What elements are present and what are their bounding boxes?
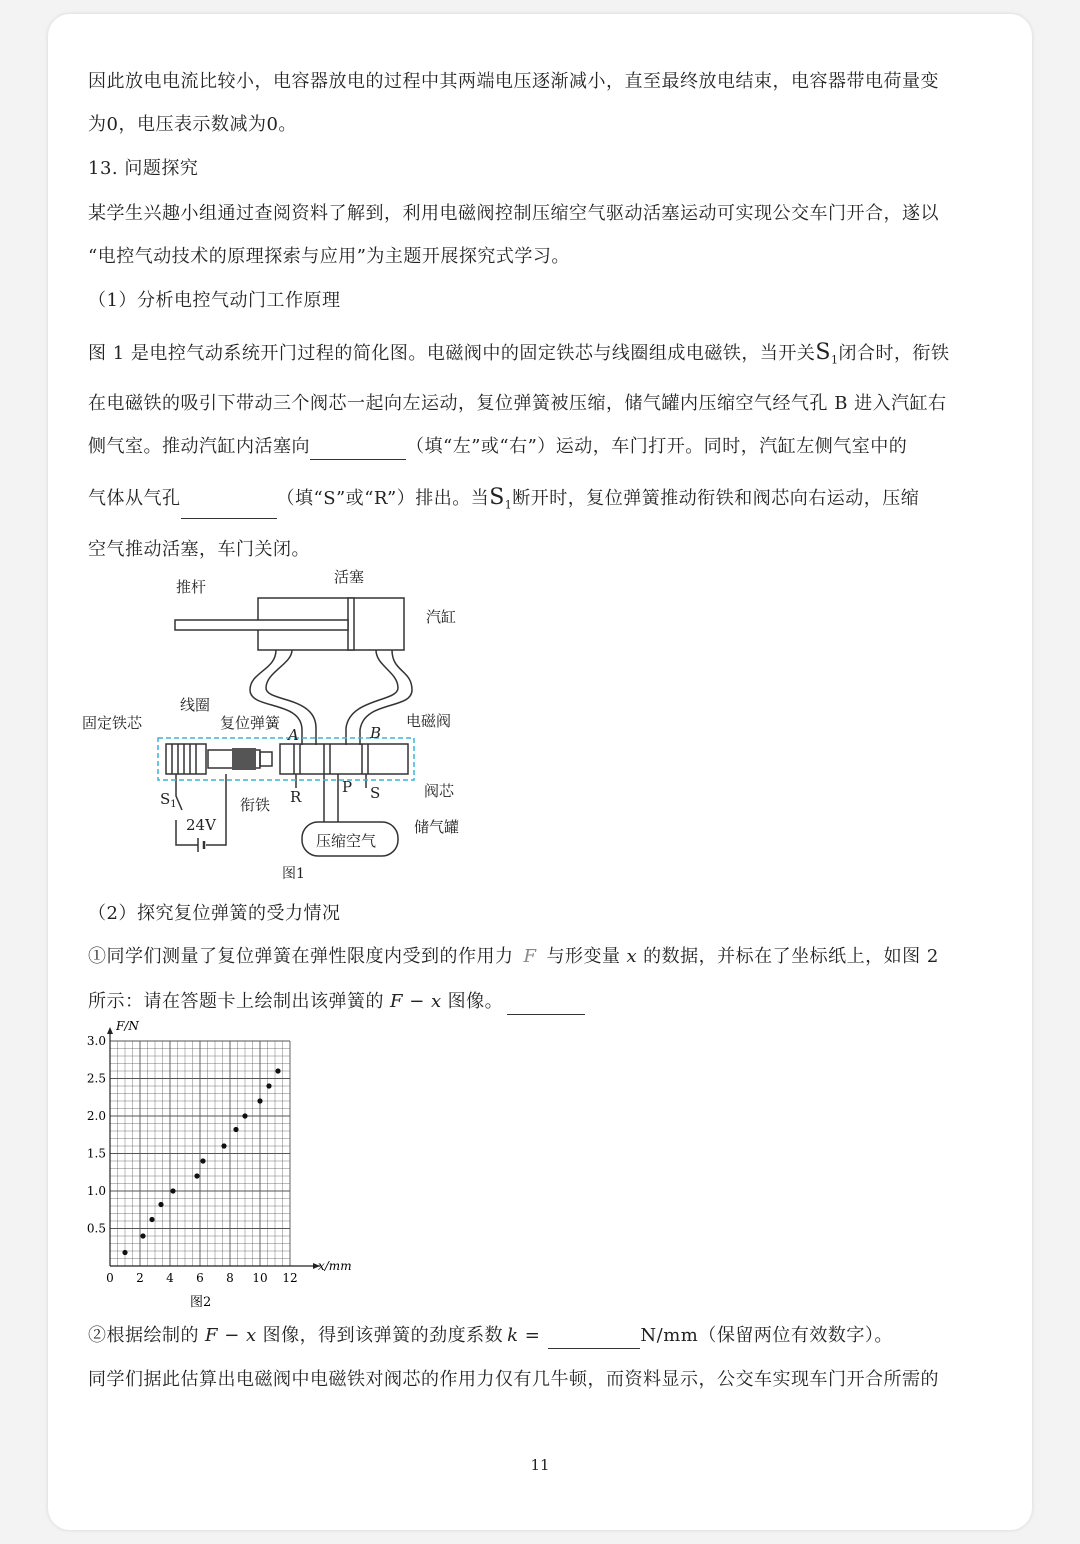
subsection-1-title: （1）分析电控气动门工作原理 — [88, 290, 341, 311]
answer-blank-direction[interactable] — [310, 439, 406, 460]
q2-text: N/mm（保留两位有效数字）。 — [640, 1325, 893, 1346]
x-tick-label: 0 — [106, 1271, 114, 1285]
label-coil: 线圈 — [180, 696, 211, 714]
data-point — [266, 1083, 271, 1088]
figure-2-chart — [74, 1010, 374, 1314]
q1-line-1 — [88, 944, 939, 970]
label-port-b: B — [370, 724, 382, 742]
figure-1-caption: 图1 — [282, 866, 305, 882]
symbol-k: k = — [507, 1325, 541, 1346]
data-point — [275, 1068, 280, 1073]
label-return-spring: 复位弹簧 — [220, 714, 281, 732]
label-spool: 阀芯 — [424, 782, 455, 800]
chart-y-label: F/N — [116, 1019, 139, 1033]
label-cylinder: 汽缸 — [426, 608, 457, 626]
para-line-3 — [88, 434, 907, 460]
y-tick-label: 0.5 — [86, 1221, 106, 1236]
para-line-2: 在电磁铁的吸引下带动三个阀芯一起向左运动，复位弹簧被压缩，储气罐内压缩空气经气孔 B 进入汽缸右 — [88, 393, 947, 414]
para-text: 闭合时，衔铁 — [838, 343, 950, 364]
data-point — [194, 1173, 199, 1178]
label-push-rod: 推杆 — [176, 578, 207, 596]
switch-symbol: S — [489, 485, 505, 510]
x-tick-label: 8 — [226, 1271, 234, 1285]
q1-text: ①同学们测量了复位弹簧在弹性限度内受到的作用力 — [88, 946, 514, 967]
symbol-f: F — [523, 946, 537, 967]
switch-subscript: 1 — [830, 353, 839, 367]
subsection-2-title: （2）探究复位弹簧的受力情况 — [88, 903, 341, 924]
label-switch: $S_1$ — [160, 790, 177, 810]
data-point — [140, 1233, 145, 1238]
chart-x-label: x/mm — [318, 1259, 352, 1273]
data-point — [170, 1188, 175, 1193]
y-tick-label: 2.0 — [86, 1109, 106, 1123]
label-port-a: A — [288, 726, 299, 744]
chart-ticks — [87, 1034, 298, 1285]
q1-text: 的数据，并标在了坐标纸上，如图 2 — [643, 946, 939, 967]
data-point — [221, 1143, 226, 1148]
q1-text: 与形变量 — [546, 946, 621, 967]
switch-symbol: S — [815, 340, 831, 365]
data-point — [149, 1217, 154, 1222]
answer-blank-graph[interactable] — [507, 994, 585, 1015]
valve-spool-body — [280, 744, 408, 774]
data-point — [200, 1158, 205, 1163]
q2-text: 图像，得到该弹簧的劲度系数 — [262, 1325, 504, 1346]
switch-subscript: 1 — [504, 498, 513, 512]
piston — [348, 598, 354, 650]
text-line-last: 同学们据此估算出电磁阀中电磁铁对阀芯的作用力仅有几牛顿，而资料显示，公交车实现车门开合所需的 — [88, 1369, 939, 1390]
coil — [232, 748, 256, 770]
y-tick-label: 1.5 — [86, 1146, 106, 1161]
label-port-r: R — [290, 788, 302, 806]
para-text: 侧气室。推动汽缸内活塞向 — [88, 436, 310, 457]
y-tick-label: 1.0 — [86, 1184, 106, 1198]
para-text: 图 1 是电控气动系统开门过程的简化图。电磁阀中的固定铁芯与线圈组成电磁铁，当开关 — [88, 343, 816, 364]
page-number: 11 — [530, 1456, 550, 1474]
q1-text: 所示：请在答题卡上绘制出该弹簧的 — [88, 991, 384, 1012]
chart-grid — [110, 1041, 290, 1266]
text-line-intro-2: “电控气动技术的原理探索与应用”为主题开展探究式学习。 — [88, 246, 570, 267]
q1-text: 图像。 — [447, 991, 504, 1012]
figure-1-diagram — [80, 560, 480, 890]
label-piston: 活塞 — [334, 568, 365, 586]
symbol-x: x — [626, 946, 638, 967]
label-port-p: P — [342, 778, 353, 796]
data-point — [242, 1113, 247, 1118]
y-axis-arrow — [107, 1027, 113, 1034]
x-tick-label: 12 — [282, 1271, 298, 1285]
label-reservoir: 储气罐 — [414, 818, 460, 836]
para-text: （填“左”或“右”）运动，车门打开。同时，汽缸左侧气室中的 — [406, 436, 908, 457]
text-line-1: 因此放电电流比较小，电容器放电的过程中其两端电压逐渐减小，直至最终放电结束，电容器带电荷量变 — [88, 71, 939, 92]
symbol-f-x: F − x — [205, 1325, 257, 1346]
data-point — [233, 1127, 238, 1132]
label-solenoid-valve: 电磁阀 — [406, 712, 452, 730]
data-point — [122, 1250, 127, 1255]
y-tick-label: 2.5 — [86, 1071, 106, 1086]
text-line-intro-1: 某学生兴趣小组通过查阅资料了解到，利用电磁阀控制压缩空气驱动活塞运动可实现公交车门开合，遂以 — [88, 203, 939, 224]
q2-line — [88, 1323, 893, 1349]
x-tick-label: 6 — [196, 1271, 204, 1285]
circuit-wire — [176, 774, 226, 845]
label-fixed-core: 固定铁芯 — [82, 714, 143, 732]
para-text: 断开时，复位弹簧推动衔铁和阀芯向右运动，压缩 — [512, 488, 920, 509]
answer-blank-k[interactable] — [548, 1328, 640, 1349]
question-title: 13. 问题探究 — [88, 158, 199, 179]
chart-points — [122, 1068, 280, 1255]
data-point — [257, 1098, 262, 1103]
para-line-1 — [88, 340, 949, 374]
para-text: （填“S”或“R”）排出。当 — [276, 488, 490, 509]
symbol-f-x: F − x — [390, 991, 442, 1012]
para-text: 气体从气孔 — [88, 488, 181, 509]
para-line-5: 空气推动活塞，车门关闭。 — [88, 539, 310, 560]
x-tick-label: 2 — [136, 1271, 144, 1285]
q2-text: ②根据绘制的 — [88, 1325, 199, 1346]
label-port-s: S — [370, 784, 381, 802]
push-rod — [175, 620, 348, 630]
x-tick-label: 4 — [166, 1271, 174, 1285]
answer-blank-port[interactable] — [181, 498, 277, 519]
figure-2-caption: 图2 — [190, 1295, 212, 1310]
data-point — [158, 1202, 163, 1207]
y-tick-label: 3.0 — [86, 1034, 106, 1048]
label-compressed-air: 压缩空气 — [316, 832, 377, 850]
x-tick-label: 10 — [252, 1271, 268, 1285]
label-battery: 24V — [186, 816, 216, 834]
label-armature: 衔铁 — [240, 796, 271, 814]
para-line-4 — [88, 485, 919, 519]
text-line-2: 为0，电压表示数减为0。 — [88, 114, 297, 135]
